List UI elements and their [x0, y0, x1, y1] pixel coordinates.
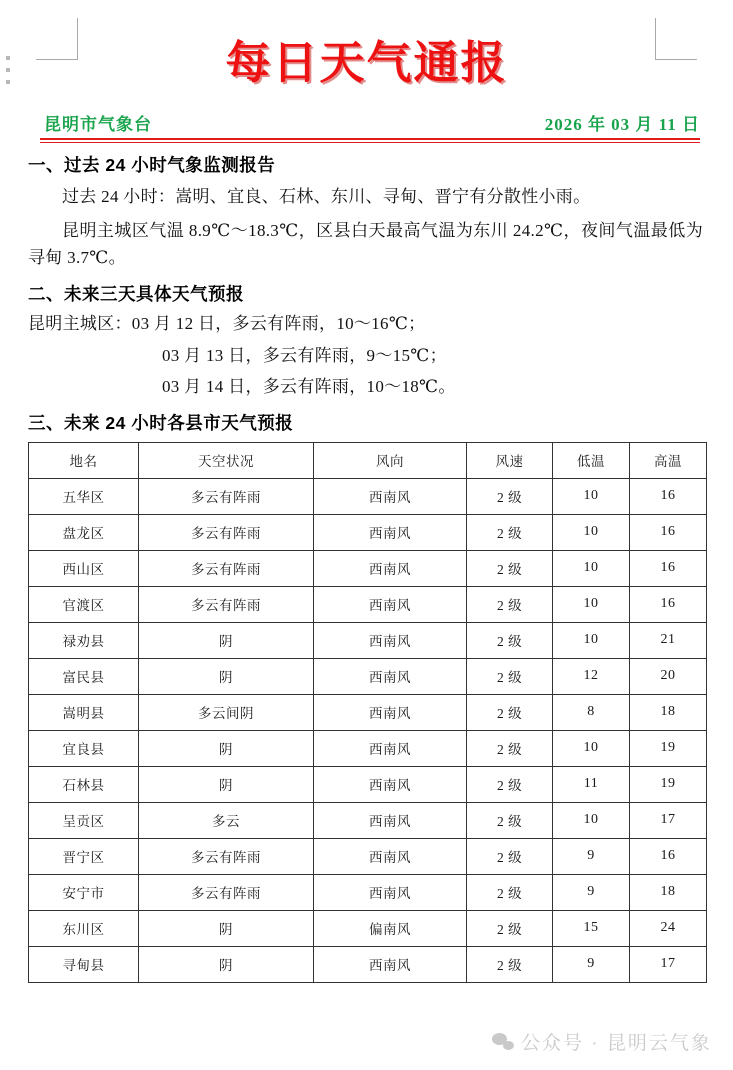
margin-marks — [6, 56, 10, 92]
cell-sky: 多云有阵雨 — [139, 514, 314, 550]
section-one-paragraph-1: 过去 24 小时：嵩明、宜良、石林、东川、寻甸、晋宁有分散性小雨。 — [62, 187, 591, 207]
cell-wind-speed: 2 级 — [467, 802, 553, 838]
cell-wind-direction: 西南风 — [314, 658, 467, 694]
cell-wind-speed: 2 级 — [467, 946, 553, 982]
cell-sky: 多云间阴 — [139, 694, 314, 730]
cell-wind-speed: 2 级 — [467, 730, 553, 766]
cell-wind-direction: 西南风 — [314, 766, 467, 802]
watermark-text: 公众号 · 昆明云气象 — [521, 1033, 712, 1054]
forecast-table — [28, 442, 707, 983]
table-row — [29, 586, 707, 622]
cell-sky: 多云 — [139, 802, 314, 838]
cell-wind-speed: 2 级 — [467, 586, 553, 622]
table-row — [29, 946, 707, 982]
cell-high-temp: 19 — [630, 730, 707, 766]
cell-low-temp: 10 — [553, 622, 630, 658]
cell-wind-direction: 西南风 — [314, 622, 467, 658]
cell-low-temp: 8 — [553, 694, 630, 730]
cell-high-temp: 16 — [630, 550, 707, 586]
cell-sky: 多云有阵雨 — [139, 586, 314, 622]
forecast-line-2: 03 月 13 日，多云有阵雨，9～15℃； — [162, 345, 447, 365]
cell-sky: 多云有阵雨 — [139, 874, 314, 910]
cell-sky: 多云有阵雨 — [139, 478, 314, 514]
cell-location: 官渡区 — [29, 586, 139, 622]
cell-low-temp: 10 — [553, 730, 630, 766]
column-header-sky: 天空状况 — [139, 442, 314, 478]
cell-location: 盘龙区 — [29, 514, 139, 550]
cell-low-temp: 15 — [553, 910, 630, 946]
cell-location: 宜良县 — [29, 730, 139, 766]
table-row — [29, 694, 707, 730]
cell-location: 西山区 — [29, 550, 139, 586]
crop-mark-top-left — [36, 18, 78, 60]
cell-location: 晋宁区 — [29, 838, 139, 874]
cell-wind-direction: 西南风 — [314, 550, 467, 586]
cell-high-temp: 16 — [630, 838, 707, 874]
cell-location: 富民县 — [29, 658, 139, 694]
cell-low-temp: 10 — [553, 514, 630, 550]
table-row — [29, 622, 707, 658]
cell-low-temp: 11 — [553, 766, 630, 802]
cell-wind-speed: 2 级 — [467, 622, 553, 658]
table-row — [29, 766, 707, 802]
cell-high-temp: 21 — [630, 622, 707, 658]
cell-wind-speed: 2 级 — [467, 910, 553, 946]
crop-mark-top-right — [655, 18, 697, 60]
table-row — [29, 550, 707, 586]
cell-wind-speed: 2 级 — [467, 550, 553, 586]
cell-wind-direction: 西南风 — [314, 838, 467, 874]
cell-wind-direction: 西南风 — [314, 946, 467, 982]
cell-high-temp: 17 — [630, 802, 707, 838]
cell-location: 禄劝县 — [29, 622, 139, 658]
cell-wind-direction: 西南风 — [314, 586, 467, 622]
column-header-high-temp: 高温 — [630, 442, 707, 478]
table-row — [29, 802, 707, 838]
cell-location: 东川区 — [29, 910, 139, 946]
cell-high-temp: 17 — [630, 946, 707, 982]
section-heading-two: 二、未来三天具体天气预报 — [28, 283, 244, 304]
table-row — [29, 514, 707, 550]
cell-wind-direction: 西南风 — [314, 514, 467, 550]
cell-high-temp: 16 — [630, 478, 707, 514]
cell-sky: 阴 — [139, 658, 314, 694]
table-row — [29, 838, 707, 874]
cell-location: 五华区 — [29, 478, 139, 514]
cell-wind-speed: 2 级 — [467, 658, 553, 694]
masthead — [44, 110, 700, 135]
cell-sky: 阴 — [139, 946, 314, 982]
forecast-line-3: 03 月 14 日，多云有阵雨，10～18℃。 — [162, 377, 456, 397]
cell-low-temp: 9 — [553, 946, 630, 982]
column-header-wind-speed: 风速 — [467, 442, 553, 478]
cell-high-temp: 18 — [630, 874, 707, 910]
issuer-name: 昆明市气象台 — [44, 115, 152, 135]
cell-sky: 阴 — [139, 622, 314, 658]
table-row — [29, 478, 707, 514]
cell-low-temp: 10 — [553, 478, 630, 514]
table-row — [29, 730, 707, 766]
table-row — [29, 874, 707, 910]
cell-low-temp: 12 — [553, 658, 630, 694]
cell-sky: 阴 — [139, 910, 314, 946]
cell-high-temp: 16 — [630, 586, 707, 622]
cell-high-temp: 24 — [630, 910, 707, 946]
section-heading-one: 一、过去 24 小时气象监测报告 — [28, 155, 276, 176]
table-row — [29, 910, 707, 946]
cell-location: 嵩明县 — [29, 694, 139, 730]
cell-location: 安宁市 — [29, 874, 139, 910]
cell-wind-speed: 2 级 — [467, 514, 553, 550]
cell-wind-direction: 西南风 — [314, 478, 467, 514]
cell-low-temp: 10 — [553, 802, 630, 838]
cell-wind-direction: 西南风 — [314, 874, 467, 910]
cell-high-temp: 20 — [630, 658, 707, 694]
masthead-rule — [40, 138, 700, 143]
cell-low-temp: 10 — [553, 586, 630, 622]
cell-wind-direction: 西南风 — [314, 802, 467, 838]
cell-wind-direction: 西南风 — [314, 694, 467, 730]
cell-low-temp: 9 — [553, 838, 630, 874]
cell-wind-speed: 2 级 — [467, 478, 553, 514]
wechat-icon — [492, 1033, 514, 1050]
cell-location: 寻甸县 — [29, 946, 139, 982]
cell-location: 石林县 — [29, 766, 139, 802]
column-header-low-temp: 低温 — [553, 442, 630, 478]
forecast-line-1: 昆明主城区：03 月 12 日，多云有阵雨，10～16℃； — [28, 313, 426, 333]
cell-low-temp: 10 — [553, 550, 630, 586]
cell-wind-speed: 2 级 — [467, 874, 553, 910]
cell-wind-speed: 2 级 — [467, 694, 553, 730]
section-one-paragraph-2: 昆明主城区气温 8.9℃～18.3℃，区县白天最高气温为东川 24.2℃，夜间气温最低为寻甸 3.7℃。 — [28, 220, 703, 268]
watermark — [492, 1028, 712, 1055]
table-header-row — [29, 442, 707, 478]
cell-sky: 阴 — [139, 730, 314, 766]
cell-high-temp: 19 — [630, 766, 707, 802]
cell-location: 呈贡区 — [29, 802, 139, 838]
cell-high-temp: 16 — [630, 514, 707, 550]
column-header-location: 地名 — [29, 442, 139, 478]
section-heading-three: 三、未来 24 小时各县市天气预报 — [28, 412, 294, 433]
page-title: 每日天气通报 — [225, 36, 508, 89]
column-header-wind-direction: 风向 — [314, 442, 467, 478]
cell-wind-speed: 2 级 — [467, 766, 553, 802]
cell-low-temp: 9 — [553, 874, 630, 910]
cell-sky: 多云有阵雨 — [139, 550, 314, 586]
table-row — [29, 658, 707, 694]
cell-high-temp: 18 — [630, 694, 707, 730]
issue-date: 2026 年 03 月 11 日 — [544, 115, 700, 135]
cell-wind-direction: 偏南风 — [314, 910, 467, 946]
cell-wind-speed: 2 级 — [467, 838, 553, 874]
cell-wind-direction: 西南风 — [314, 730, 467, 766]
cell-sky: 多云有阵雨 — [139, 838, 314, 874]
cell-sky: 阴 — [139, 766, 314, 802]
